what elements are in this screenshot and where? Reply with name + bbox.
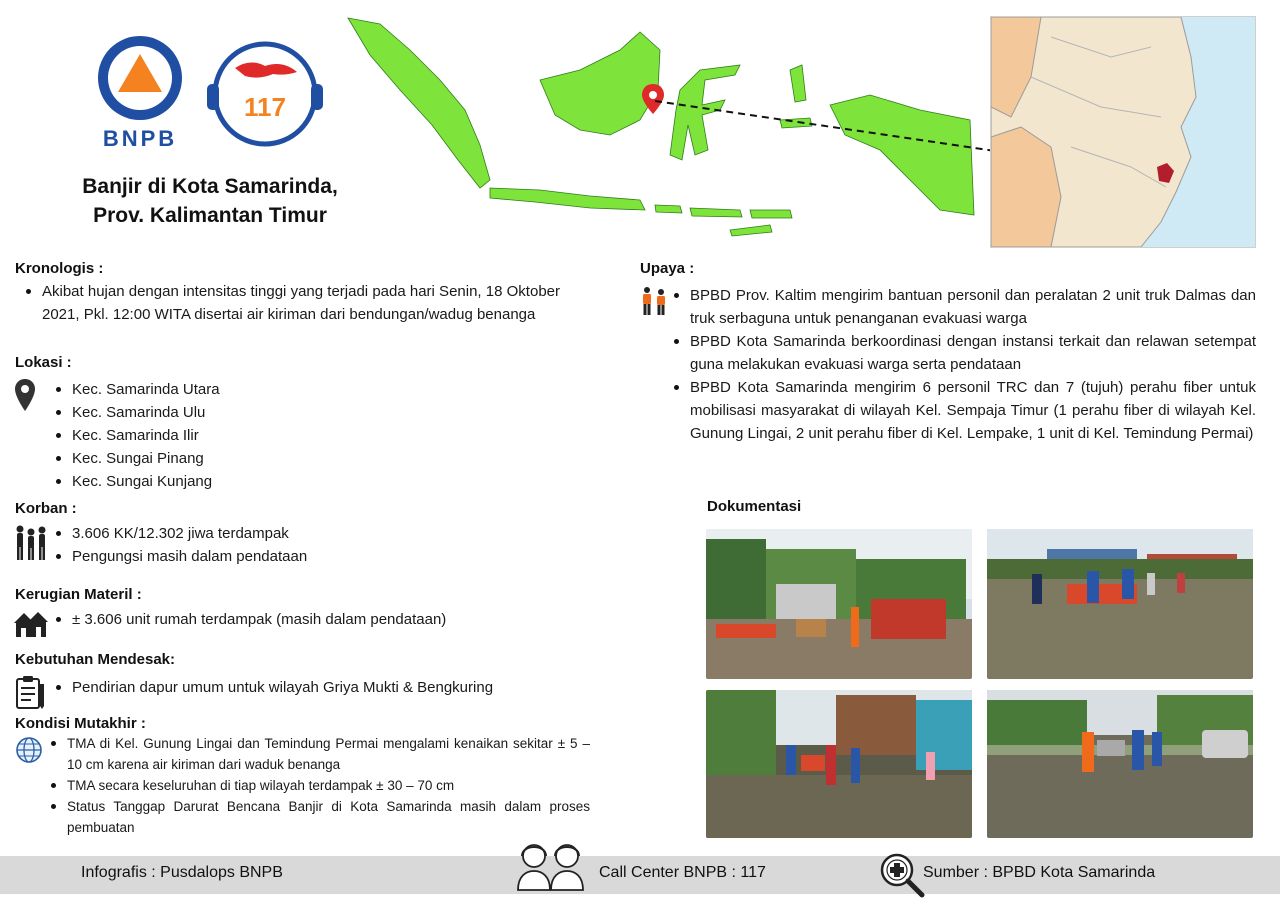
- list-item: Kec. Sungai Kunjang: [54, 470, 354, 493]
- korban-heading: Korban :: [15, 500, 77, 517]
- documentation-photo-1: [706, 529, 972, 679]
- title-line-1: Banjir di Kota Samarinda,: [82, 175, 338, 198]
- kronologis-heading: Kronologis :: [15, 260, 104, 277]
- rescue-workers-icon: [640, 286, 668, 316]
- kebutuhan-heading: Kebutuhan Mendesak:: [15, 651, 176, 668]
- clipboard-icon: [15, 676, 45, 710]
- footer-infografis: Infografis : Pusdalops BNPB: [81, 864, 283, 881]
- lokasi-list: [54, 378, 354, 493]
- svg-text:117: 117: [244, 92, 286, 122]
- kalimantan-inset-map: [990, 16, 1256, 248]
- korban-list: [54, 522, 414, 568]
- globe-icon: [15, 736, 43, 764]
- kerugian-list: [54, 608, 554, 631]
- documentation-photo-4: [987, 690, 1253, 838]
- documentation-photo-3: [706, 690, 972, 838]
- kebutuhan-list: [54, 676, 594, 699]
- footer-call-center: Call Center BNPB : 117: [599, 864, 766, 881]
- list-item: Status Tanggap Darurat Bencana Banjir di Kota Samarinda masih dalam proses pembuatan: [49, 796, 590, 838]
- list-item: ± 3.606 unit rumah terdampak (masih dalam pendataan): [54, 608, 554, 631]
- dokumentasi-heading: Dokumentasi: [707, 498, 802, 515]
- house-icon: [14, 610, 48, 638]
- title-line-2: Prov. Kalimantan Timur: [93, 204, 327, 227]
- list-item: BPBD Kota Samarinda berkoordinasi dengan instansi terkait dan relawan setempat guna melakukan evakuasi warga serta pendataan: [672, 330, 1256, 376]
- magnifier-plus-icon: [878, 851, 926, 899]
- kronologis-list: [24, 280, 560, 326]
- operators-icon: [512, 838, 590, 892]
- footer-sumber: Sumber : BPBD Kota Samarinda: [923, 864, 1156, 881]
- list-item: BPBD Kota Samarinda mengirim 6 personil TRC dan 7 (tujuh) perahu fiber untuk mobilisasi masyarakat di wilayah Kel. Sempaja Timur (1 perahu fiber di wilayah Kel. Gunung Lingai, 2 unit perahu fiber di Kel. Lempake, 1 unit di Kel. Temindung Permai): [672, 376, 1256, 445]
- list-item: Kec. Samarinda Ilir: [54, 424, 354, 447]
- list-item: Pendirian dapur umum untuk wilayah Griya Mukti & Bengkuring: [54, 676, 594, 699]
- documentation-photo-2: [987, 529, 1253, 679]
- list-item: Pengungsi masih dalam pendataan: [54, 545, 414, 568]
- map-pin-icon: [14, 378, 36, 414]
- kondisi-heading: Kondisi Mutakhir :: [15, 715, 146, 732]
- list-item: TMA secara keseluruhan di tiap wilayah terdampak ± 30 – 70 cm: [49, 775, 590, 796]
- list-item: Kec. Samarinda Ulu: [54, 401, 354, 424]
- upaya-list: [672, 284, 1256, 445]
- list-item: Akibat hujan dengan intensitas tinggi yang terjadi pada hari Senin, 18 Oktober 2021, Pkl. 12:00 WITA disertai air kiriman dari bendungan/wadug benanga: [24, 280, 560, 326]
- lokasi-heading: Lokasi :: [15, 354, 72, 371]
- upaya-heading: Upaya :: [640, 260, 695, 277]
- list-item: Kec. Sungai Pinang: [54, 447, 354, 470]
- kondisi-list: [49, 733, 590, 838]
- bnpb-logo: [92, 34, 188, 150]
- list-item: 3.606 KK/12.302 jiwa terdampak: [54, 522, 414, 545]
- people-icon: [14, 524, 48, 562]
- list-item: TMA di Kel. Gunung Lingai dan Temindung Permai mengalami kenaikan sekitar ± 5 – 10 cm karena air kiriman dari waduk benanga: [49, 733, 590, 775]
- svg-text:BNPB: BNPB: [102, 126, 178, 150]
- kerugian-heading: Kerugian Materil :: [15, 586, 142, 603]
- list-item: BPBD Prov. Kaltim mengirim bantuan personil dan peralatan 2 unit truk Dalmas dan truk serbaguna untuk penanganan evakuasi warga: [672, 284, 1256, 330]
- list-item: Kec. Samarinda Utara: [54, 378, 354, 401]
- pusdalops-117-logo: [205, 38, 329, 150]
